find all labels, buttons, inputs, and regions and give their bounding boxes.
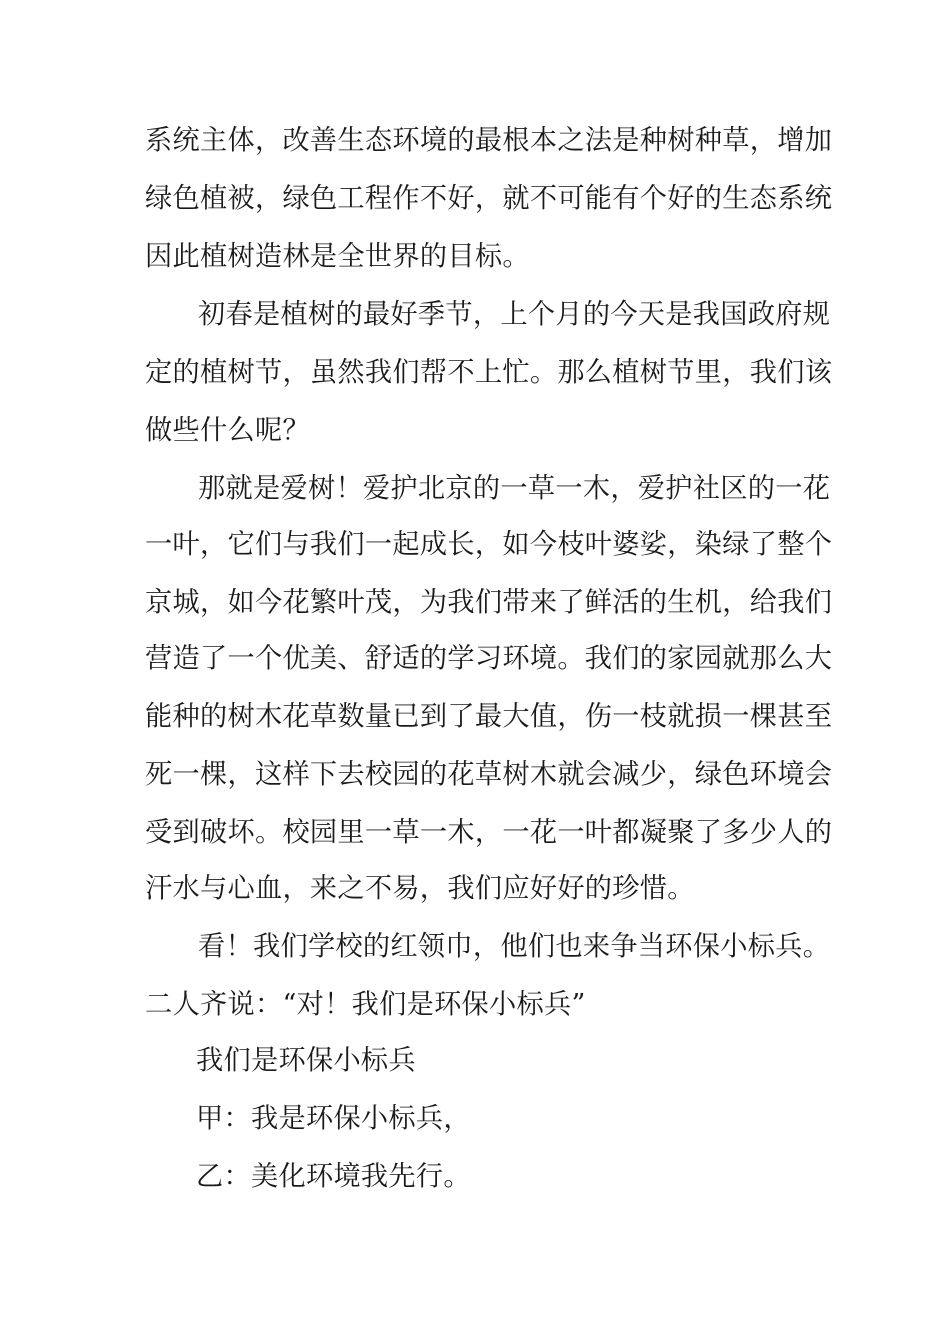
text-line: 受到破坏。校园里一草一木，一花一叶都凝聚了多少人的 <box>145 817 833 848</box>
text-line: 二人齐说：“对！我们是环保小标兵” <box>145 989 586 1020</box>
text-line: 能种的树木花草数量已到了最大值，伤一枝就损一棵甚至 <box>145 701 833 732</box>
text-line: 系统主体，改善生态环境的最根本之法是种树种草，增加 <box>145 125 833 156</box>
text-line: 汗水与心血，来之不易，我们应好好的珍惜。 <box>145 873 695 904</box>
paragraph-first-line: 看！我们学校的红领巾，他们也来争当环保小标兵。 <box>198 931 831 962</box>
text-line: 京城，如今花繁叶茂，为我们带来了鲜活的生机，给我们 <box>145 587 833 618</box>
dialogue-title: 我们是环保小标兵 <box>196 1045 416 1076</box>
text-line: 定的植树节，虽然我们帮不上忙。那么植树节里，我们该 <box>145 357 833 388</box>
text-line: 因此植树造林是全世界的目标。 <box>145 241 530 272</box>
text-line: 死一棵，这样下去校园的花草树木就会减少，绿色环境会 <box>145 759 833 790</box>
text-line: 一叶，它们与我们一起成长，如今枝叶婆娑，染绿了整个 <box>145 529 833 560</box>
paragraph-first-line: 那就是爱树！爱护北京的一草一木，爱护社区的一花 <box>198 473 831 504</box>
text-line: 营造了一个优美、舒适的学习环境。我们的家园就那么大 <box>145 643 833 674</box>
paragraph-first-line: 初春是植树的最好季节，上个月的今天是我国政府规 <box>198 299 831 330</box>
dialogue-line: 甲：我是环保小标兵， <box>196 1103 471 1134</box>
text-line: 绿色植被，绿色工程作不好，就不可能有个好的生态系统 <box>145 183 833 214</box>
dialogue-line: 乙：美化环境我先行。 <box>196 1161 471 1192</box>
text-line: 做些什么呢？ <box>145 415 310 446</box>
